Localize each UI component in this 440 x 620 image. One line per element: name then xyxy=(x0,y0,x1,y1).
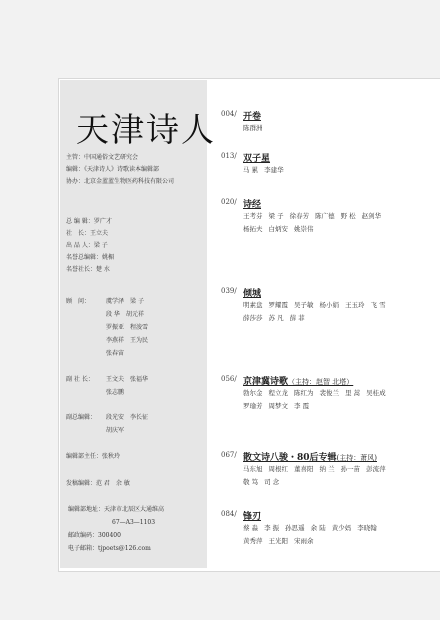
vice-president-label: 副 社 长： xyxy=(66,376,94,383)
publisher: 出 品 人：梁 子 xyxy=(66,242,108,249)
toc-section-label: 散文诗八骏・80后专辑 xyxy=(243,453,337,463)
advisor-row: 李燕祥 王为民 xyxy=(106,337,149,344)
toc-author: 余 陆 xyxy=(310,524,326,532)
toc-page-number: 020/ xyxy=(221,198,237,206)
toc-page-number: 067/ xyxy=(221,451,237,459)
toc-author: 李建华 xyxy=(264,166,284,174)
toc-author: 野 松 xyxy=(340,212,356,220)
toc-author: 李 霞 xyxy=(294,402,310,410)
toc-author: 罗耀霞 xyxy=(268,301,288,309)
toc-section-title[interactable] xyxy=(243,450,377,463)
toc-author: 里 蒿 xyxy=(345,389,361,397)
toc-author: 李 振 xyxy=(264,524,280,532)
dept-head: 编辑部主任：张秋玲 xyxy=(66,453,121,460)
advisors-label: 顾 问： xyxy=(66,298,91,305)
advisor-row: 罗振亚 程浚雪 xyxy=(106,324,149,331)
toc-section-label: 开卷 xyxy=(243,112,262,122)
toc-section-label: 诗经 xyxy=(243,200,262,210)
toc-section-host: （主持：赵智 北塔） xyxy=(288,378,354,386)
toc-authors xyxy=(243,522,393,548)
masthead-co-org: 协办：北京金蓝蓝生物医药科技有限公司 xyxy=(66,178,175,185)
advisor-row: 段 华 胡元祥 xyxy=(106,311,144,318)
toc-author: 杨拓夫 xyxy=(243,225,263,233)
toc-author: 司 念 xyxy=(264,478,280,486)
toc-section-title[interactable] xyxy=(243,151,270,164)
toc-author: 敬 笃 xyxy=(243,478,259,486)
toc-authors xyxy=(243,463,393,489)
toc-author: 宋雨余 xyxy=(294,537,314,545)
chief-editor: 总 编 辑：罗广才 xyxy=(66,218,112,225)
vice-chief-row: 段光安 李长征 xyxy=(106,414,149,421)
toc-section-label: 倾城 xyxy=(243,289,262,299)
postcode: 邮政编码：300400 xyxy=(68,532,121,539)
toc-author: 黄少妈 xyxy=(331,524,352,532)
distribution-editors: 发稿编辑：范 君 余 敏 xyxy=(66,480,130,487)
toc-author: 徐春芳 xyxy=(289,212,310,220)
toc-section-title[interactable] xyxy=(243,109,261,122)
email: 电子邮箱：tjpoets@126.com xyxy=(68,545,151,552)
toc-authors xyxy=(243,210,393,236)
vice-chief-row: 胡庆军 xyxy=(106,427,125,434)
toc-page-number: 084/ xyxy=(221,510,237,518)
vice-president-row: 王文夫 张福华 xyxy=(106,376,149,383)
toc-section-title[interactable] xyxy=(243,374,353,387)
toc-authors xyxy=(243,122,393,135)
toc-author: 杨小娟 xyxy=(319,301,339,309)
toc-author: 彭流萍 xyxy=(366,465,386,473)
magazine-title: 天津诗人 xyxy=(76,110,216,149)
toc-author: 勃尔金 xyxy=(243,389,263,397)
toc-authors xyxy=(243,164,393,177)
toc-author: 黄秀萍 xyxy=(243,537,263,545)
toc-section-title[interactable] xyxy=(243,286,261,299)
masthead-host: 主管：中国通俗文艺研究会 xyxy=(66,154,139,161)
toc-page-number: 056/ xyxy=(221,375,237,383)
toc-author: 周梦文 xyxy=(268,402,288,410)
toc-author: 董喜阳 xyxy=(294,465,314,473)
toc-author: 赵剑华 xyxy=(361,212,382,220)
toc-author: 王考芬 xyxy=(243,212,263,220)
vice-president-row: 张志鹏 xyxy=(106,389,125,396)
toc-author: 明素盘 xyxy=(243,301,263,309)
address: 编辑部地址：天津市北辰区大通维高 xyxy=(68,506,165,513)
toc-author: 马东旭 xyxy=(243,465,263,473)
toc-author: 罗瑜芳 xyxy=(243,402,263,410)
toc-author: 王玉玲 xyxy=(345,301,365,309)
toc-author: 陈红为 xyxy=(294,389,314,397)
toc-author: 纳 兰 xyxy=(319,465,335,473)
toc-authors xyxy=(243,299,393,325)
toc-section-label: 京津冀诗歌 xyxy=(243,377,289,387)
masthead-editor: 编辑：《天津诗人》诗歌读本编辑部 xyxy=(66,166,160,173)
toc-author: 白炳安 xyxy=(268,225,288,233)
toc-section-title[interactable] xyxy=(243,197,261,210)
toc-author: 李晓翰 xyxy=(357,524,377,532)
toc-author: 王光阳 xyxy=(268,537,288,545)
toc-author: 孙思遥 xyxy=(285,524,305,532)
toc-authors xyxy=(243,387,393,413)
toc-page-number: 004/ xyxy=(221,110,237,118)
toc-author: 程立龙 xyxy=(268,389,288,397)
toc-author: 薛莎莎 xyxy=(243,314,263,322)
hon-president: 名誉社长：楚 水 xyxy=(66,266,110,273)
toc-section-label: 锋刃 xyxy=(243,512,262,522)
advisor-row: 张春宙 xyxy=(106,350,125,357)
toc-author: 飞 雪 xyxy=(370,301,386,309)
toc-page-number: 013/ xyxy=(221,152,237,160)
toc-author: 吴子敏 xyxy=(294,301,314,309)
toc-author: 陈广德 xyxy=(315,212,335,220)
toc-section-host: (主持：萧风) xyxy=(336,454,377,462)
toc-section-label: 双子星 xyxy=(243,154,271,164)
address-line-2: 67—A3—1103 xyxy=(112,519,156,526)
toc-author: 梁 子 xyxy=(268,212,284,220)
advisor-row: 虞学泽 梁 子 xyxy=(106,298,144,305)
toc-author: 蔡 淼 xyxy=(243,524,259,532)
toc-author: 孙一苗 xyxy=(340,465,361,473)
toc-author: 周根红 xyxy=(268,465,288,473)
toc-author: 苏 凡 xyxy=(268,314,284,322)
toc-author: 姚崇伟 xyxy=(294,225,314,233)
hon-chief-editor: 名誉总编辑：姚楣 xyxy=(66,254,115,261)
toc-author: 马 累 xyxy=(243,166,259,174)
toc-author: 裴俊兰 xyxy=(319,389,339,397)
toc-section-title[interactable] xyxy=(243,509,261,522)
vice-chief-label: 副总编辑： xyxy=(66,414,97,421)
toc-page-number: 039/ xyxy=(221,287,237,295)
toc-author: 吴桂成 xyxy=(366,389,386,397)
president: 社 长：王立夫 xyxy=(66,230,109,237)
toc-author: 陈群洲 xyxy=(243,124,263,132)
toc-author: 薛 菲 xyxy=(289,314,305,322)
